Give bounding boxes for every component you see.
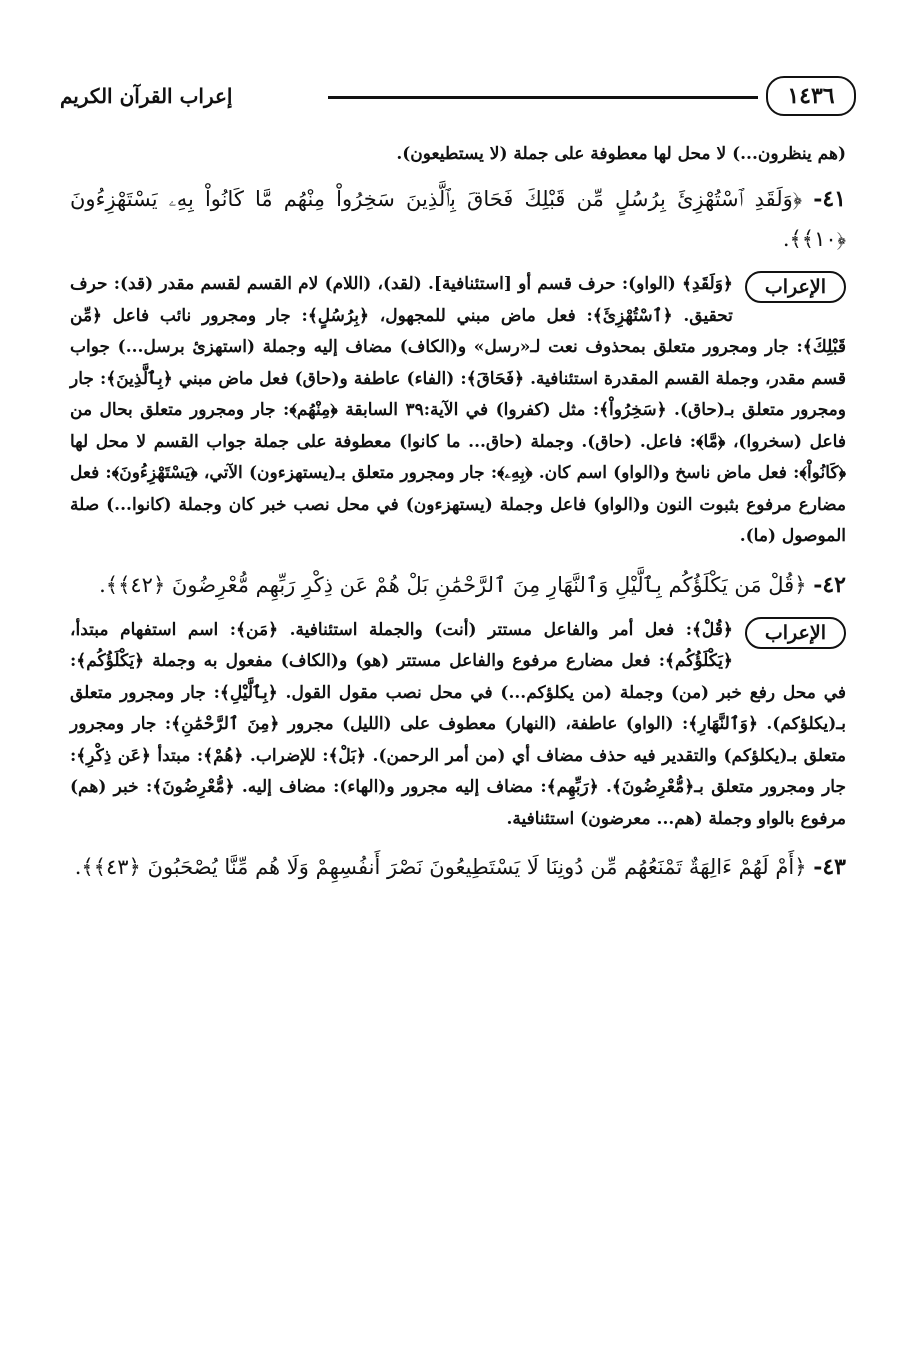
verse-text: ﴿قُلْ مَن يَكْلَؤُكُم بِٱلَّيْلِ وَٱلنَّهَارِ مِنَ ٱلرَّحْمَٰنِ بَلْ هُمْ عَن ذِكْرِ رَبِّهِم مُّعْرِضُونَ ﴿٤٢﴾﴾. <box>99 572 807 597</box>
verse-number: ٤٣- <box>813 854 846 880</box>
intro-line: (هم ينظرون...) لا محل لها معطوفة على جملة (لا يستطيعون). <box>396 144 846 164</box>
header-rule <box>328 96 758 99</box>
irab-text: ﴿وَلَقَدِ﴾ (الواو): حرف قسم أو [استئنافية]. (لقد)، (اللام) لام القسم لقسم مقدر (قد): حرف تحقيق. ﴿ٱسْتُهْزِئَ﴾: فعل ماض مبني للمجهول، ﴿بِرُسُلٍ﴾: جار ومجرور نائب فاعل ﴿مِّن قَبْلِكَ﴾: جار ومجرور متعلق بمحذوف نعت لـ«رسل» و(الكاف) مضاف إليه وجملة (استهزئ برسل...) جواب قسم مقدر، وجملة القسم المقدرة استئنافية. ﴿فَحَاقَ﴾: (الفاء) عاطفة و(حاق) فعل ماض مبني ﴿بِٱلَّذِينَ﴾: جار ومجرور متعلق بـ(حاق). ﴿سَخِرُواْ﴾: مثل (كفروا) في الآية:٣٩ السابقة ﴿مِنْهُم﴾: جار ومجرور متعلق بحال من فاعل (سخروا)، ﴿مَّا﴾: فاعل. (حاق). وجملة (حاق... ما كانوا) معطوفة على جملة جواب القسم لا محل لها ﴿كَانُواْ﴾: فعل ماض ناسخ و(الواو) اسم كان. ﴿بِهِۦ﴾: جار ومجرور متعلق بـ(يستهزءون) الآتي، ﴿يَسْتَهْزِءُونَ﴾: فعل مضارع مرفوع بثبوت النون و(الواو) فاعل وجملة (يستهزءون) في محل نصب خبر كان وجملة (كانوا...) صلة الموصول (ما). <box>70 274 846 546</box>
verse-41 <box>70 179 846 259</box>
verse-text: ﴿وَلَقَدِ ٱسْتُهْزِئَ بِرُسُلٍ مِّن قَبْلِكَ فَحَاقَ بِٱلَّذِينَ سَخِرُواْ مِنْهُم مَّا كَانُواْ بِهِۦ يَسْتَهْزِءُونَ ﴿١٠﴾﴾. <box>70 187 846 251</box>
irab-label: الإعراب <box>745 617 846 649</box>
verse-43 <box>70 847 846 887</box>
page-header <box>60 70 860 114</box>
irab-label: الإعراب <box>745 271 846 303</box>
page-number: ١٤٣٦ <box>766 76 856 116</box>
page-content <box>70 140 846 897</box>
verse-number: ٤٢- <box>813 571 846 598</box>
book-title: إعراب القرآن الكريم <box>60 84 233 108</box>
irab-text: ﴿قُلْ﴾: فعل أمر والفاعل مستتر (أنت) والجملة استئنافية. ﴿مَن﴾: اسم استفهام مبتدأ، ﴿يَكْلَؤُكُم﴾: فعل مضارع مرفوع والفاعل مستتر (هو) و(الكاف) مفعول به وجملة ﴿يَكْلَؤُكُم﴾: في محل رفع خبر (من) وجملة (من يكلؤكم...) في محل نصب مقول القول. ﴿بِٱلَّيْلِ﴾: جار ومجرور متعلق بـ(يكلؤكم). ﴿وَٱلنَّهَارِ﴾: (الواو) عاطفة، (النهار) معطوف على (الليل) مجرور ﴿مِنَ ٱلرَّحْمَٰنِ﴾: جار ومجرور متعلق بـ(يكلؤكم) والتقدير فيه حذف مضاف أي (من أمر الرحمن). ﴿بَلْ﴾: للإضراب. ﴿هُمْ﴾: مبتدأ ﴿عَن ذِكْرِ﴾: جار ومجرور متعلق بـ﴿مُّعْرِضُونَ﴾. ﴿رَبِّهِم﴾: مضاف إليه مجرور و(الهاء): مضاف إليه. ﴿مُّعْرِضُونَ﴾: خبر (هم) مرفوع بالواو وجملة (هم... معرضون) استئنافية. <box>70 619 846 829</box>
irab-41 <box>70 269 846 553</box>
verse-42 <box>70 565 846 605</box>
verse-number: ٤١- <box>813 186 846 212</box>
verse-text: ﴿أَمْ لَهُمْ ءَالِهَةٌ تَمْنَعُهُم مِّن دُونِنَا لَا يَسْتَطِيعُونَ نَصْرَ أَنفُسِهِمْ وَلَا هُم مِّنَّا يُصْحَبُونَ ﴿٤٣﴾﴾. <box>74 855 807 879</box>
irab-42 <box>70 615 846 836</box>
